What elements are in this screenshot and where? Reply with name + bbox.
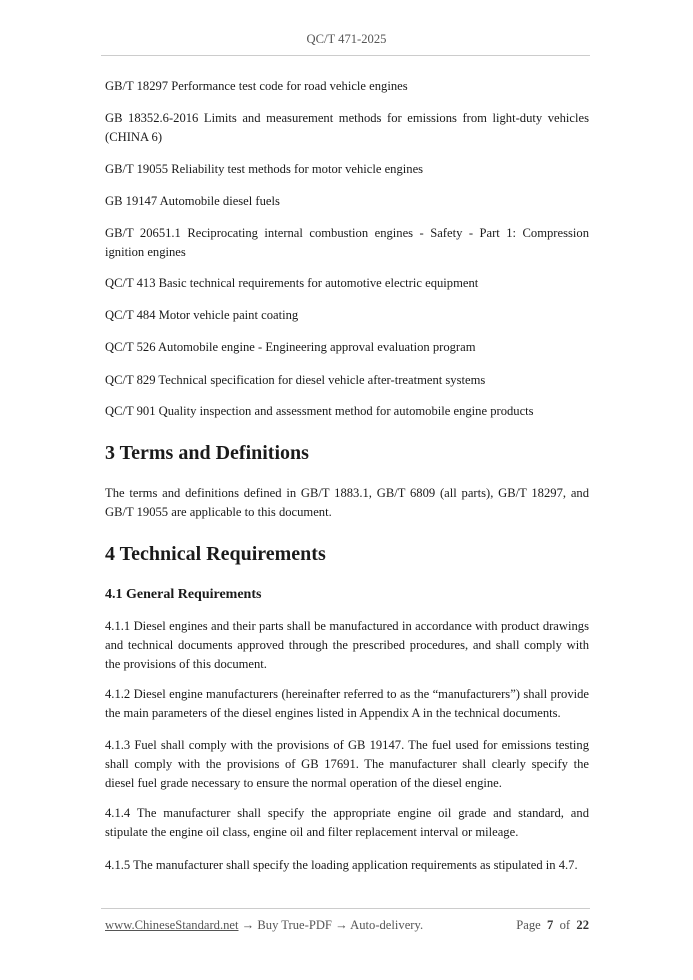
reference-item: GB/T 18297 Performance test code for road vehicle engines (105, 79, 408, 93)
section-3-body: The terms and definitions defined in GB/T 1883.1, GB/T 6809 (all parts), GB/T 18297, and GB/T 19055 are applicable to this document. (105, 486, 589, 519)
section-4-1-heading: 4.1 General Requirements (105, 587, 262, 602)
clause-4-1-5: 4.1.5 The manufacturer shall specify the loading application requirements as stipulated in 4.7. (105, 858, 578, 872)
clause-4-1-2: 4.1.2 Diesel engine manufacturers (hereinafter referred to as the “manufacturers”) shall provide the main parameters of the diesel engines listed in Appendix A in the technical documents. (105, 687, 589, 720)
clause-4-1-1: 4.1.1 Diesel engines and their parts shall be manufactured in accordance with product drawings and technical documents approved through the prescribed procedures, and shall comply with the provisions of this document. (105, 619, 589, 671)
section-4-heading: 4 Technical Requirements (105, 543, 326, 565)
footer-text: → Buy True-PDF → Auto-delivery. (238, 918, 424, 932)
reference-item: QC/T 526 Automobile engine - Engineering approval evaluation program (105, 340, 476, 354)
footer-divider (101, 908, 590, 909)
reference-item: GB/T 20651.1 Reciprocating internal combustion engines - Safety - Part 1: Compression ignition engines (105, 226, 589, 259)
page-footer (105, 918, 589, 933)
running-header: QC/T 471-2025 (306, 32, 387, 46)
reference-item: QC/T 413 Basic technical requirements for automotive electric equipment (105, 276, 479, 290)
reference-item: QC/T 484 Motor vehicle paint coating (105, 308, 299, 322)
reference-item: GB 18352.6-2016 Limits and measurement methods for emissions from light-duty vehicles (CHINA 6) (105, 111, 589, 144)
current-page: 7 (547, 918, 554, 932)
total-pages: 22 (576, 918, 589, 932)
reference-item: QC/T 829 Technical specification for diesel vehicle after-treatment systems (105, 373, 486, 387)
reference-item: QC/T 901 Quality inspection and assessment method for automobile engine products (105, 404, 534, 418)
website-link[interactable]: www.ChineseStandard.net (105, 918, 239, 932)
clause-4-1-3: 4.1.3 Fuel shall comply with the provisions of GB 19147. The fuel used for emissions testing shall comply with the provisions of GB 17691. The manufacturer shall clearly specify the diesel fuel grade necessary to ensure the normal operation of the diesel engine. (105, 738, 589, 790)
clause-4-1-4: 4.1.4 The manufacturer shall specify the appropriate engine oil grade and standard, and stipulate the engine oil class, engine oil and filter replacement interval or mileage. (105, 806, 589, 839)
reference-item: GB/T 19055 Reliability test methods for motor vehicle engines (105, 162, 424, 176)
header-divider (101, 55, 590, 56)
reference-item: GB 19147 Automobile diesel fuels (105, 194, 280, 208)
page-number: Page 7 of 22 (516, 918, 589, 932)
section-3-heading: 3 Terms and Definitions (105, 442, 309, 464)
